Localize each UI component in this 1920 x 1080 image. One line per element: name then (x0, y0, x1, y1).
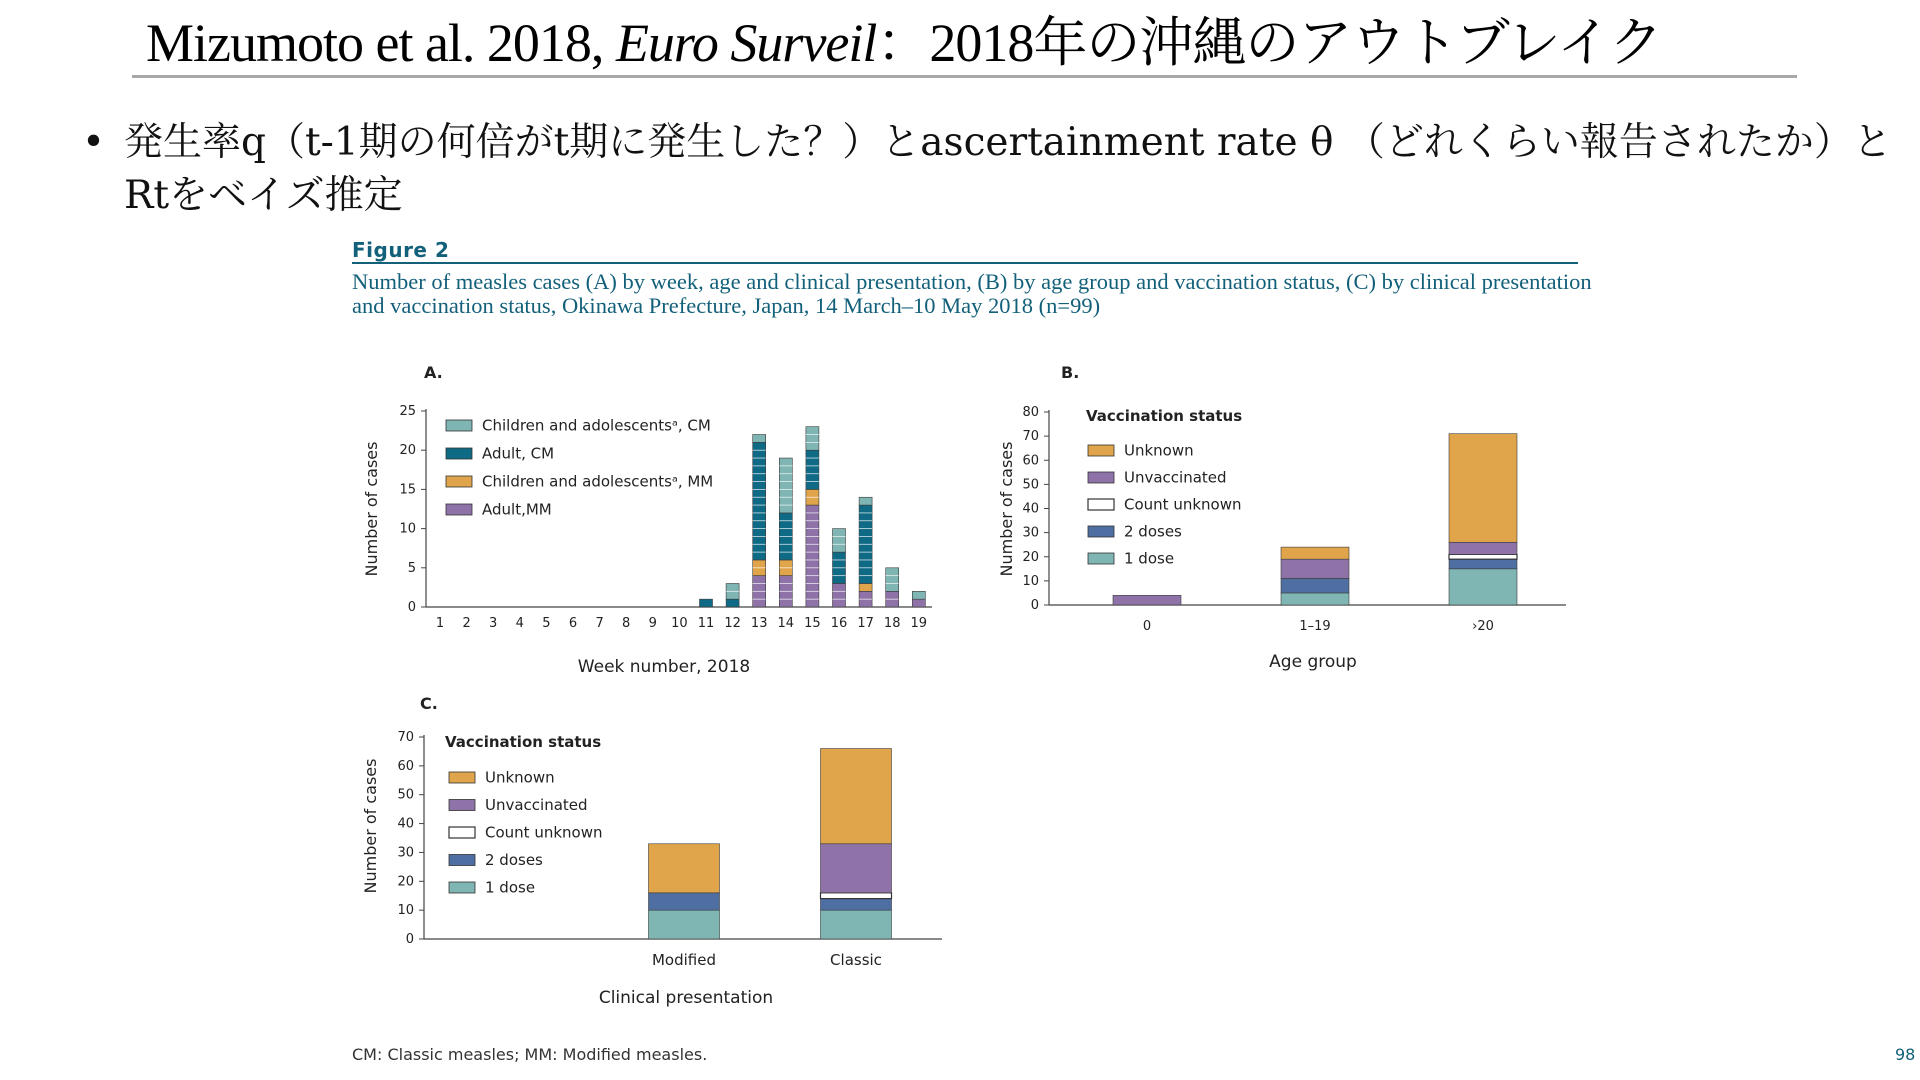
bar-segment (1281, 578, 1349, 592)
x-tick-label: 10 (671, 616, 688, 631)
y-tick-label: 50 (1022, 477, 1039, 493)
legend-swatch (446, 504, 472, 515)
legend-swatch (446, 448, 472, 459)
x-tick-label: 18 (883, 616, 901, 631)
bar-segment (1113, 595, 1181, 605)
legend-label: Unknown (485, 768, 555, 787)
y-tick-label: 70 (397, 730, 414, 745)
legend-title: Vaccination status (1086, 407, 1243, 425)
bar-segment (726, 599, 739, 607)
x-tick-label: 14 (777, 616, 795, 631)
legend-swatch (446, 476, 472, 487)
bar-segment (649, 910, 720, 939)
legend-swatch (1088, 553, 1114, 564)
x-tick-label: 12 (724, 616, 741, 631)
panel-label: A. (424, 363, 443, 382)
x-tick-label: 15 (804, 616, 821, 631)
legend-label: Children and adolescentsᵃ, CM (482, 416, 711, 435)
x-tick-label: 3 (489, 616, 498, 631)
y-tick-label: 25 (399, 404, 416, 419)
x-axis-label: Week number, 2018 (577, 657, 751, 677)
bar-segment (1449, 434, 1517, 543)
bar-segment (821, 899, 892, 911)
x-tick-label: 1–19 (1299, 619, 1331, 634)
legend-label: Adult,MM (482, 500, 552, 519)
bar-segment (1449, 569, 1517, 605)
x-tick-label: Modified (651, 951, 717, 969)
legend-swatch (449, 772, 475, 783)
bar-segment (806, 427, 819, 451)
bar-segment (821, 749, 892, 844)
x-tick-label: 6 (568, 616, 578, 631)
legend-label: Unknown (1124, 441, 1194, 460)
x-tick-label: 4 (515, 616, 524, 631)
bar-segment (753, 435, 766, 443)
bar-segment (700, 599, 713, 607)
x-tick-label: ›20 (1472, 619, 1494, 634)
y-tick-label: 10 (399, 521, 416, 537)
bar-segment (821, 910, 892, 939)
bar-segment (649, 844, 720, 893)
y-tick-label: 20 (399, 443, 416, 459)
bar-segment (1281, 559, 1349, 578)
y-tick-label: 5 (407, 560, 416, 576)
bullet-marker: • (82, 120, 106, 165)
x-tick-label: 0 (1142, 619, 1152, 634)
x-tick-label: 13 (750, 616, 768, 631)
legend-label: 1 dose (485, 878, 536, 897)
y-axis-label: Number of cases (362, 441, 381, 577)
bar-segment (1449, 559, 1517, 569)
page-number: 98 (1895, 1045, 1916, 1064)
y-axis-label: Number of cases (361, 758, 380, 894)
legend-label: Unvaccinated (485, 796, 588, 814)
bar-segment (912, 599, 925, 607)
y-axis-label: Number of cases (997, 441, 1016, 577)
legend-swatch (449, 827, 475, 838)
legend-swatch (449, 882, 475, 893)
y-tick-label: 0 (407, 600, 416, 615)
bar-segment (649, 893, 720, 910)
title-journal: Euro Surveil (615, 13, 877, 73)
legend-swatch (446, 420, 472, 431)
bar-segment (821, 893, 892, 899)
legend-label: 2 doses (485, 851, 543, 869)
legend-title: Vaccination status (445, 733, 602, 751)
legend-label: 1 dose (1124, 549, 1175, 568)
figure-label: Figure 2 (352, 238, 450, 262)
y-tick-label: 10 (397, 903, 414, 919)
x-tick-label: 9 (648, 616, 657, 631)
y-tick-label: 30 (397, 845, 414, 861)
y-tick-label: 60 (1022, 453, 1039, 469)
bar-segment (806, 450, 819, 489)
y-tick-label: 80 (1022, 405, 1039, 420)
x-axis-label: Clinical presentation (598, 988, 774, 1008)
x-tick-label: Classic (830, 951, 882, 969)
bar-segment (859, 497, 872, 505)
legend-swatch (449, 855, 475, 866)
bar-segment (1449, 542, 1517, 554)
y-tick-label: 50 (397, 787, 414, 803)
footnote: CM: Classic measles; MM: Modified measles. (352, 1045, 708, 1064)
legend-swatch (449, 800, 475, 811)
panel-label: B. (1061, 363, 1080, 382)
x-axis-label: Age group (1269, 652, 1357, 672)
bar-segment (833, 529, 846, 553)
bar-segment (833, 583, 846, 607)
legend-swatch (1088, 472, 1114, 483)
y-tick-label: 20 (397, 874, 414, 890)
legend-label: Count unknown (1124, 495, 1242, 514)
x-tick-label: 17 (857, 616, 874, 631)
x-tick-label: 1 (435, 616, 445, 631)
y-tick-label: 60 (397, 758, 414, 774)
y-tick-label: 30 (1022, 525, 1039, 541)
legend-label: 2 doses (1124, 522, 1182, 541)
y-tick-label: 15 (399, 482, 416, 498)
figure-caption: Number of measles cases (A) by week, age and clinical presentation, (B) by age group and vaccination status, (C) by clinical presentation and vaccination status, Okinawa Prefecture, Japan, 14 March–10 May 2018 (n=99) (352, 269, 1592, 318)
legend-swatch (1088, 499, 1114, 510)
y-tick-label: 10 (1022, 573, 1039, 589)
bar-segment (753, 442, 766, 560)
y-tick-label: 20 (1022, 549, 1039, 565)
x-tick-label: 19 (910, 616, 928, 631)
x-tick-label: 2 (462, 616, 471, 631)
bar-segment (886, 568, 899, 592)
bar-segment (859, 583, 872, 591)
bar-segment (912, 591, 925, 599)
x-tick-label: 7 (595, 616, 604, 631)
title-prefix: Mizumoto et al. 2018, (146, 13, 616, 73)
x-tick-label: 16 (830, 616, 848, 631)
legend-label: Unvaccinated (1124, 468, 1227, 487)
bar-segment (1449, 554, 1517, 559)
title-suffix: ：2018年の沖縄のアウトブレイク (876, 13, 1662, 73)
y-tick-label: 0 (1030, 598, 1039, 613)
panel-label: C. (420, 694, 438, 713)
bullet-text: 発生率q（t-1期の何倍がt期に発生した？）とascertainment rate θ （どれくらい報告されたか）とRtをベイズ推定 (124, 120, 1892, 218)
bar-segment (1281, 593, 1349, 605)
y-tick-label: 40 (1022, 501, 1039, 517)
legend-label: Children and adolescentsᵃ, MM (482, 472, 714, 491)
legend-swatch (1088, 526, 1114, 537)
legend-label: Adult, CM (482, 444, 555, 463)
bar-segment (1281, 547, 1349, 559)
bar-segment (821, 844, 892, 893)
x-tick-label: 5 (542, 616, 551, 631)
x-tick-label: 11 (697, 616, 715, 631)
y-tick-label: 70 (1022, 429, 1039, 445)
legend-swatch (1088, 445, 1114, 456)
y-tick-label: 40 (397, 816, 414, 832)
y-tick-label: 0 (405, 932, 414, 947)
legend-label: Count unknown (485, 823, 603, 842)
x-tick-label: 8 (622, 616, 631, 631)
